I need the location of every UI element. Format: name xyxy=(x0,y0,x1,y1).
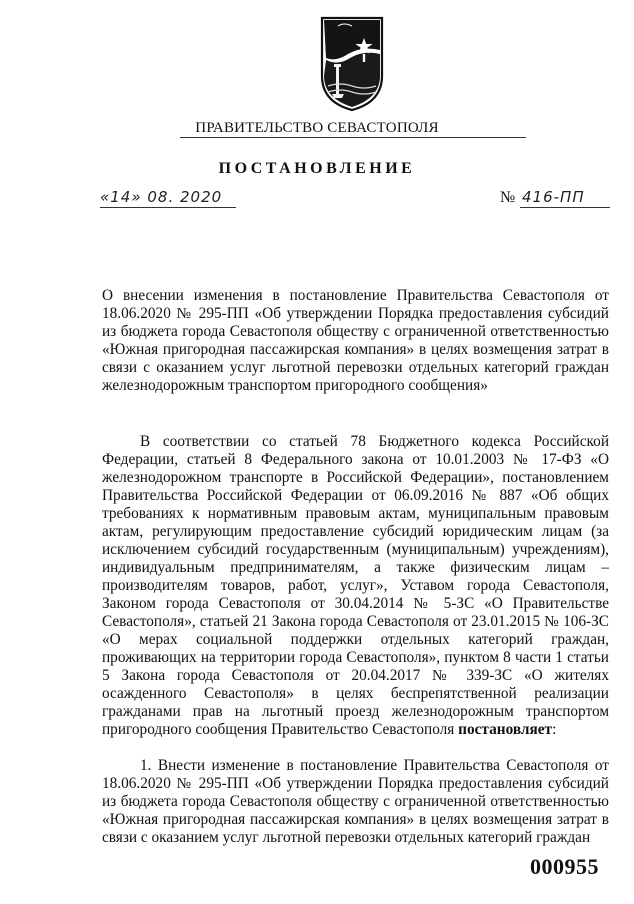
legal-basis-paragraph xyxy=(102,433,609,739)
document-subject: О внесении изменения в постановление Правительства Севастополя от 18.06.2020 № 295-ПП «Об утверждении Порядка предоставления субсидий из бюджета города Севастополя обществу с ограниченной ответственностью «Южная пригородная пассажирская компания» в целях возмещения затрат в связи с оказанием услуг льготной перевозки отдельных категорий граждан железнодорожным транспортом пригородного сообщения» xyxy=(102,287,609,394)
decree-colon: : xyxy=(552,721,557,738)
document-number: 416-ПП xyxy=(522,188,585,206)
serial-number: 000955 xyxy=(530,854,599,879)
date-underline xyxy=(100,207,236,208)
decree-item-1: 1. Внести изменение в постановление Правительства Севастополя от 18.06.2020 № 295-ПП «Об утверждении Порядка предоставления субсидий из бюджета города Севастополя обществу с ограниченной ответственностью «Южная пригородная пассажирская компания» в целях возмещения затрат в связи с оказанием услуг льготной перевозки отдельных категорий граждан xyxy=(102,757,609,846)
document-type: ПОСТАНОВЛЕНИЕ xyxy=(218,160,416,177)
sevastopol-coat-of-arms-icon xyxy=(318,10,386,112)
legal-basis-text: В соответствии со статьей 78 Бюджетного кодекса Российской Федерации, статьей 8 Федерального закона от 10.01.2003 № 17-ФЗ «О железнодорожном транспорте в Российской Федерации», постановлением Правительства Российской Федерации от 06.09.2016 № 887 «Об общих требованиях к нормативным правовым актам, муниципальным правовым актам, регулирующим предоставление субсидий юридическим лицам (за исключением субсидий государственным (муниципальным) учреждениям), индивидуальным предпринимателям, а также физическим лицам – производителям товаров, работ, услуг», Уставом города Севастополя, Законом города Севастополя от 30.04.2014 № 5-ЗС «О Правительстве Севастополя», статьей 21 Закона города Севастополя от 23.01.2015 № 106-ЗС «О мерах социальной поддержки отдельных категорий граждан, проживающих на территории города Севастополя», пунктом 8 части 1 статьи 5 Закона города Севастополя от 20.04.2017 № 339-ЗС «О жителях осажденного Севастополя» в целях беспрепятственной реализации гражданами прав на льготный проезд железнодорожным транспортом пригородного сообщения Правительство Севастополя xyxy=(102,433,609,738)
government-title: ПРАВИТЕЛЬСТВО СЕВАСТОПОЛЯ xyxy=(195,120,439,136)
number-underline xyxy=(520,207,610,208)
number-sign: № xyxy=(500,189,516,206)
decree-keyword: постановляет xyxy=(458,721,553,738)
title-divider xyxy=(180,137,526,138)
document-date: «14» 08. 2020 xyxy=(100,188,223,206)
